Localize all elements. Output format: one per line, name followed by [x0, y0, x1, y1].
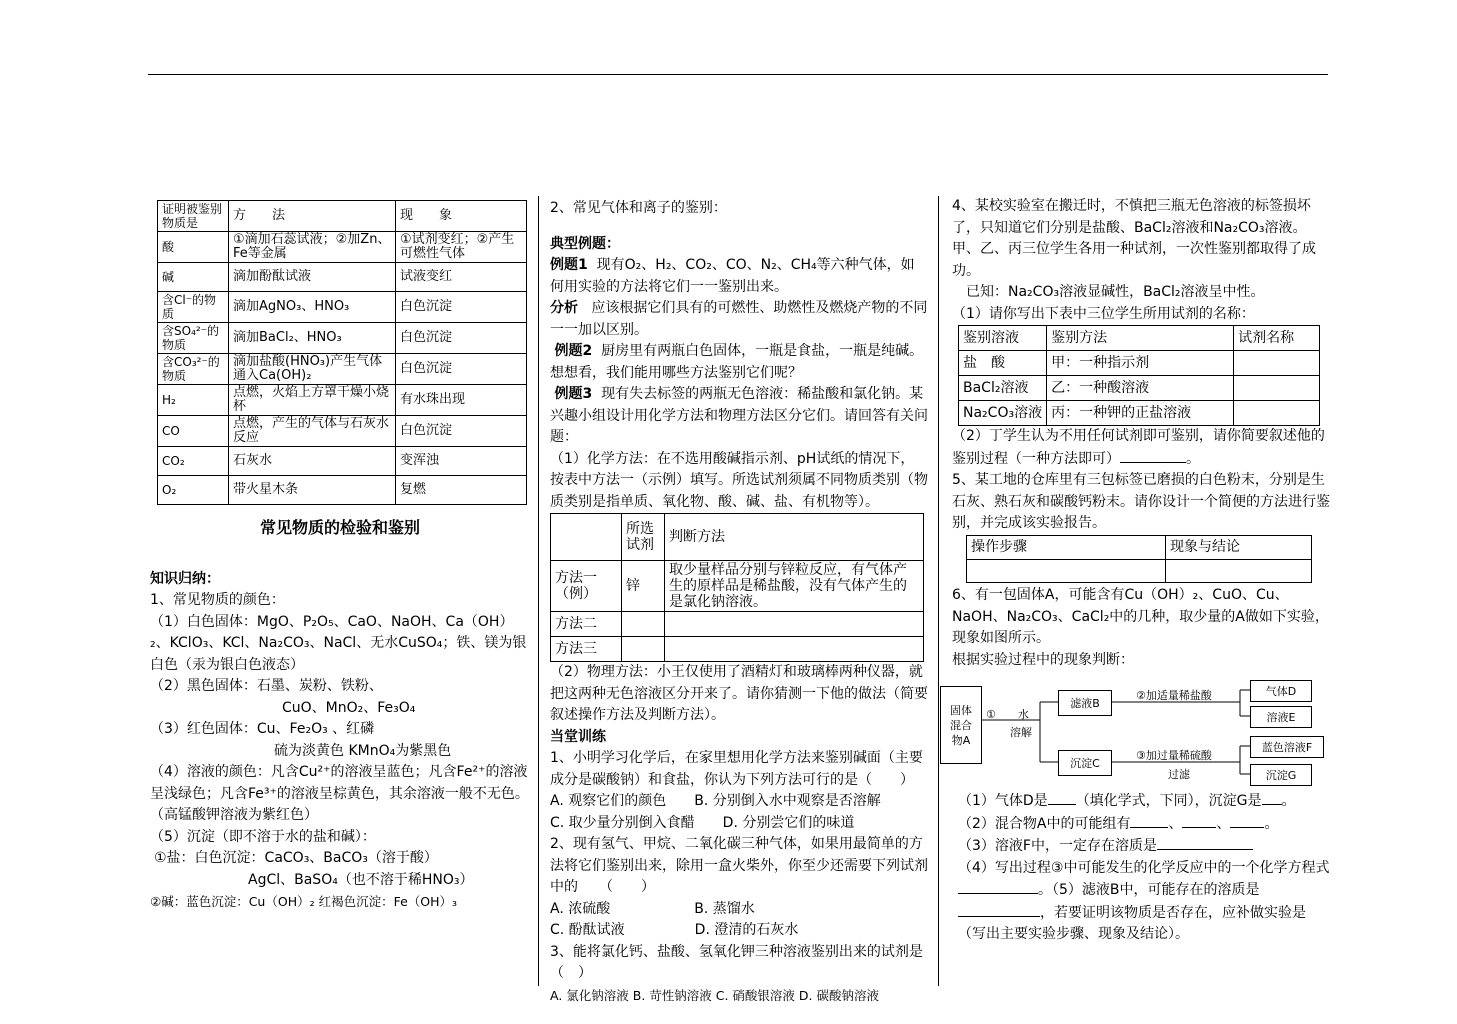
page-title: 常见物质的检验和鉴别 [259, 518, 420, 537]
table-cell[interactable] [622, 637, 665, 662]
text-line: 1、常见物质的颜色： [150, 592, 285, 608]
answer-blank[interactable] [958, 879, 1038, 894]
box-label: 沉淀G [1265, 769, 1297, 782]
text-line: ①盐：白色沉淀：CaCO₃、BaCO₃（溶于酸） [154, 850, 438, 866]
q6-part4: （4）写出过程③中可能发生的化学反应中的一个化学方程式。（5）滤液B中，可能存在的溶质是，若要证明该物质是否存在，应补做实验是（写出主要实验步骤、现象及结论）。 [958, 859, 1330, 942]
table-cell: 带火星木条 [229, 476, 396, 505]
text-line: CuO、MnO₂、Fe₃O₄ [282, 699, 416, 716]
table-cell: 有水珠出现 [396, 385, 527, 416]
table-cell: 锌 [622, 561, 665, 612]
table-cell: 含Cl⁻的物质 [158, 292, 229, 323]
question-4: 4、某校实验室在搬迁时，不慎把三瓶无色溶液的标签损坏了，只知道它们分别是盐酸、BaCl₂溶液和Na₂CO₃溶液。甲、乙、丙三位学生各用一种试剂，一次性鉴别都取得了成功。 [952, 198, 1316, 279]
q6-part2: （2）混合物A中的可能组有 、 、 。 [958, 813, 1332, 836]
text-line: （1）白色固体：MgO、P₂O₅、CaO、NaOH、Ca（OH）₂、KClO₃、KCl、Na₂CO₃、NaCl、无水CuSO₄；铁、镁为银白色（汞为银白色液态） [150, 613, 527, 673]
example-3 [550, 384, 928, 449]
box-label: 沉淀C [1070, 757, 1100, 770]
table-cell[interactable] [665, 612, 924, 637]
answer-blank[interactable] [1048, 790, 1076, 805]
example-text: 厨房里有两瓶白色固体，一瓶是食盐，一瓶是纯碱。想想看，我们能用哪些方法鉴别它们呢？ [550, 343, 924, 381]
table-cell: 方法一（例） [551, 561, 622, 612]
example-text: 现有失去标签的两瓶无色溶液：稀盐酸和氯化钠。某兴趣小组设计用化学方法和物理方法区分它们。请回答有关问题： [550, 386, 928, 445]
answer-blank[interactable] [958, 902, 1040, 917]
box-gas-d [1250, 680, 1312, 702]
question-6-judge: 根据实验过程中的现象判断： [952, 651, 1134, 668]
table-row [158, 385, 527, 416]
table-cell: 滴加酚酞试液 [229, 263, 396, 292]
table-header: 鉴别方法 [1047, 326, 1234, 351]
table-cell: 乙：一种酸溶液 [1047, 376, 1234, 401]
header-rule [148, 74, 1328, 75]
table-cell: 酸 [158, 232, 229, 263]
section-heading: 2、常见气体和离子的鉴别： [550, 200, 727, 216]
question-3: 3、能将氯化钙、盐酸、氢氧化钾三种溶液鉴别出来的试剂是（ ） [550, 943, 923, 981]
table-cell: 滴加BaCl₂、HNO₃ [229, 323, 396, 354]
reagent-table [958, 325, 1320, 426]
example-label: 例题1 [550, 257, 588, 273]
question-4-part1: （1）请你写出下表中三位学生所用试剂的名称： [952, 305, 1255, 322]
table-cell: CO [158, 416, 229, 447]
table-cell[interactable] [1166, 560, 1312, 583]
table-header: 现 象 [396, 201, 527, 232]
step2-label: ②加适量稀盐酸 [1136, 689, 1212, 702]
table-cell: 白色沉淀 [396, 354, 527, 385]
table-header: 证明被鉴别物质是 [158, 201, 229, 232]
table-row [551, 561, 924, 612]
question-1-options: A. 观察它们的颜色 B. 分别倒入水中观察是否溶解 [550, 793, 881, 809]
table-header [551, 514, 622, 561]
table-cell: H₂ [158, 385, 229, 416]
step3-label: ③加过量稀硫酸 [1136, 749, 1212, 762]
question-text: （5）滤液B中，可能存在的溶质是 [1052, 882, 1260, 898]
table-row [158, 292, 527, 323]
box-label: 固体混合物A [950, 703, 972, 747]
table-cell[interactable] [1234, 351, 1320, 376]
table-cell: 白色沉淀 [396, 416, 527, 447]
table-cell[interactable] [622, 612, 665, 637]
table-cell[interactable] [967, 560, 1166, 583]
column-divider-left [538, 196, 539, 986]
table-cell: 方法二 [551, 612, 622, 637]
question-5: 5、某工地的仓库里有三包标签已磨损的白色粉末，分别是生石灰、熟石灰和碳酸钙粉末。请你设计一个简便的方法进行鉴别，并完成该实验报告。 [952, 472, 1330, 531]
table-row [158, 323, 527, 354]
box-solution-e [1250, 706, 1312, 728]
table-cell: 白色沉淀 [396, 292, 527, 323]
table-cell: Na₂CO₃溶液 [959, 401, 1047, 426]
question-3-options: A. 氯化钠溶液 B. 苛性钠溶液 C. 硝酸银溶液 D. 碳酸钠溶液 [550, 987, 879, 1003]
example-1 [550, 255, 928, 298]
question-text: （3）溶液F中，一定存在溶质是 [958, 838, 1157, 854]
practice-heading: 当堂训练 [550, 728, 606, 745]
table-row [158, 354, 527, 385]
knowledge-heading: 知识归纳： [150, 570, 220, 587]
table-header: 现象与结论 [1166, 535, 1312, 560]
table-cell: 变浑浊 [396, 447, 527, 476]
column-3 [952, 196, 1332, 671]
question-text: （4）写出过程③中可能发生的化学反应中的一个化学方程式 [958, 859, 1330, 876]
table-cell[interactable] [1234, 376, 1320, 401]
table-row [551, 612, 924, 637]
box-precipitate-g [1250, 764, 1312, 786]
table-header: 判断方法 [665, 514, 924, 561]
answer-blank[interactable] [1230, 813, 1264, 828]
answer-blank[interactable] [1130, 813, 1168, 828]
box-solution-f [1250, 736, 1324, 758]
table-header: 鉴别溶液 [959, 326, 1047, 351]
column-divider-right [938, 196, 939, 986]
question-text: （2）混合物A中的可能组有 [958, 815, 1131, 832]
table-cell: 试液变红 [396, 263, 527, 292]
table-row [158, 476, 527, 505]
question-1-options: C. 取少量分别倒入食醋 D. 分别尝它们的味道 [550, 814, 855, 831]
table-row [551, 637, 924, 662]
example-text: 现有O₂、H₂、CO₂、CO、N₂、CH₄等六种气体，如何用实验的方法将它们一一鉴别出来。 [550, 257, 915, 295]
table-header: 方 法 [229, 201, 396, 232]
table-row [158, 416, 527, 447]
table-cell: 石灰水 [229, 447, 396, 476]
table-cell: 点燃，火焰上方罩干燥小烧杯 [229, 385, 396, 416]
box-precipitate-c [1058, 750, 1112, 776]
table-row [959, 401, 1320, 426]
table-cell[interactable] [1234, 401, 1320, 426]
example-label: 例题3 [554, 386, 593, 402]
table-header: 试剂名称 [1234, 326, 1320, 351]
table-header: 操作步骤 [967, 535, 1166, 560]
text-line: （4）溶液的颜色：凡含Cu²⁺的溶液呈蓝色；凡含Fe²⁺的溶液呈浅绿色；凡含Fe³⁺的溶液呈棕黄色，其余溶液一般不无色。（高锰酸钾溶液为紫红色） [150, 764, 529, 823]
box-label: 滤液B [1070, 697, 1100, 710]
table-cell: ①滴加石蕊试液；②加Zn、Fe等金属 [229, 232, 396, 263]
example-3-q1: （1）化学方法：在不选用酸碱指示剂、pH试纸的情况下，按表中方法一（示例）填写。所选试剂须属不同物质类别（物质类别是指单质、氧化物、酸、碱、盐、有机物等）。 [550, 450, 928, 510]
question-6-parts [958, 790, 1332, 946]
column-2 [550, 198, 928, 1006]
table-cell: 盐 酸 [959, 351, 1047, 376]
table-cell: 甲：一种指示剂 [1047, 351, 1234, 376]
text-line: （5）沉淀（即不溶于水的盐和碱）： [150, 828, 376, 845]
table-row [158, 263, 527, 292]
step3-sub: 过滤 [1168, 768, 1190, 781]
answer-blank[interactable] [1157, 835, 1253, 850]
table-cell: BaCl₂溶液 [959, 376, 1047, 401]
table-row [158, 447, 527, 476]
box-label: 溶液E [1266, 711, 1296, 724]
analysis-label: 分析 [550, 300, 578, 316]
table-cell: 含SO₄²⁻的物质 [158, 323, 229, 354]
identification-table [157, 200, 527, 505]
report-table [966, 535, 1312, 584]
table-row [959, 351, 1320, 376]
table-row [158, 232, 527, 263]
question-1: 1、小明学习化学后，在家里想用化学方法来鉴别碱面（主要成分是碳酸钠）和食盐，你认为下列方法可行的是（ ） [550, 750, 923, 788]
table-row [959, 376, 1320, 401]
table-cell: ①试剂变红；②产生可燃性气体 [396, 232, 527, 263]
text-line: ②碱：蓝色沉淀：Cu（OH）₂ 红褐色沉淀：Fe（OH）₃ [150, 894, 458, 909]
table-cell: 滴加盐酸(HNO₃)产生气体通入Ca(OH)₂ [229, 354, 396, 385]
analysis [550, 298, 928, 341]
question-4-known: 已知：Na₂CO₃溶液显碱性，BaCl₂溶液呈中性。 [966, 284, 1265, 300]
question-text: （1）气体D是 [958, 793, 1048, 809]
answer-blank[interactable] [1120, 448, 1186, 463]
table-cell: 含CO₃²⁻的物质 [158, 354, 229, 385]
question-text: （填化学式，下同），沉淀G是 [1075, 793, 1262, 809]
question-text: ，若要证明该物质是否存在，应补做实验是（写出主要实验步骤、现象及结论）。 [958, 904, 1306, 942]
table-cell: 点燃，产生的气体与石灰水反应 [229, 416, 396, 447]
text-line: （3）红色固体：Cu、Fe₂O₃ 、红磷 [150, 721, 375, 737]
table-cell: 白色沉淀 [396, 323, 527, 354]
question-2-options: A. 浓硫酸 B. 蒸馏水 [550, 900, 755, 917]
table-cell: O₂ [158, 476, 229, 505]
examples-heading: 典型例题： [550, 235, 620, 252]
text-line: 硫为淡黄色 KMnO₄为紫黑色 [274, 742, 452, 759]
step1-label: ① 水 [986, 708, 1029, 721]
example-2 [550, 341, 928, 384]
box-label: 气体D [1265, 685, 1297, 698]
table-header-row [551, 514, 924, 561]
question-4-part2: （2）丁学生认为不用任何试剂即可鉴别，请你简要叙述他的鉴别过程（一种方法即可） 。 [952, 428, 1325, 467]
table-cell: CO₂ [158, 447, 229, 476]
answer-blank[interactable] [1182, 813, 1216, 828]
box-filtrate-b [1058, 690, 1112, 716]
question-2: 2、现有氢气、甲烷、二氧化碳三种气体，如果用最简单的方法将它们鉴别出来，除用一盒火柴外，你至少还需要下列试剂中的 （ ） [550, 836, 928, 895]
table-cell[interactable] [665, 637, 924, 662]
table-cell: 滴加AgNO₃、HNO₃ [229, 292, 396, 323]
column-1 [150, 200, 530, 913]
box-label: 蓝色溶液F [1261, 741, 1313, 754]
table-cell: 碱 [158, 263, 229, 292]
table-cell: 复燃 [396, 476, 527, 505]
question-text: （2）丁学生认为不用任何试剂即可鉴别，请你简要叙述他的鉴别过程（一种方法即可） [952, 428, 1325, 467]
step1-sub: 溶解 [1010, 726, 1032, 739]
table-cell: 取少量样品分别与锌粒反应，有气体产生的原样品是稀盐酸，没有气体产生的是氯化钠溶液。 [665, 561, 924, 612]
example-label: 例题2 [554, 343, 593, 359]
table-cell: 方法三 [551, 637, 622, 662]
analysis-text: 应该根据它们具有的可燃性、助燃性及燃烧产物的不同一一加以区别。 [550, 300, 928, 338]
example-3-q2: （2）物理方法：小王仅使用了酒精灯和玻璃棒两种仪器，就把这两种无色溶液区分开来了。请你猜测一下他的做法（简要叙述操作方法及判断方法）。 [550, 664, 928, 723]
question-2-options: C. 酚酞试液 D. 澄清的石灰水 [550, 922, 799, 938]
table-header-row [959, 326, 1320, 351]
table-header-row [158, 201, 527, 232]
experiment-flow-diagram [940, 676, 1330, 788]
text-line: （2）黑色固体：石墨、炭粉、铁粉、 [150, 678, 383, 694]
q6-part3 [958, 835, 1332, 858]
answer-blank[interactable] [1262, 790, 1282, 805]
box-mixture-a [940, 686, 982, 764]
question-6: 6、有一包固体A，可能含有Cu（OH）₂、CuO、Cu、NaOH、Na₂CO₃、CaCl₂中的几种，取少量的A做如下实验，现象如图所示。 [952, 587, 1329, 646]
text-line: AgCl、BaSO₄（也不溶于稀HNO₃） [248, 871, 474, 888]
table-header: 所选试剂 [622, 514, 665, 561]
q6-part1: （1）气体D是 （填化学式，下同），沉淀G是 。 [958, 790, 1332, 813]
table-cell: 丙：一种钾的正盐溶液 [1047, 401, 1234, 426]
method-table [550, 513, 924, 662]
